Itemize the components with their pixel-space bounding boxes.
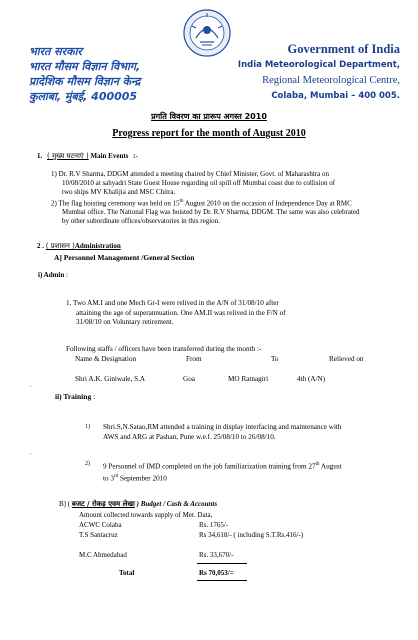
section-1-colon: :-: [133, 152, 138, 160]
event-2-text-b: August 2010 on the occasion of Independence Day at RMC: [183, 199, 352, 208]
personnel-management-heading: A] Personnel Management /General Section: [54, 253, 195, 262]
admin-label-row: [38, 271, 68, 280]
regional-centre-name: Regional Meteorological Centre,: [262, 75, 400, 86]
margin-dot-2: .: [30, 450, 32, 456]
training-item-1: [85, 423, 400, 442]
main-events-list: [51, 170, 411, 226]
section-1-english: Main Events: [90, 152, 129, 160]
training-2-text-c: to 3: [103, 474, 114, 483]
total-value: Rs 70,053/=: [199, 569, 234, 577]
event-1-line-1: 1) Dr. R.V Sharma, DDGM attended a meeting chaired by Chief Minister, Govt. of Maharashtra on: [51, 170, 329, 178]
budget-heading: [59, 500, 217, 509]
section-1-hindi: ( मुख्य घटनाएं ): [47, 152, 89, 160]
centre-address: Colaba, Mumbai – 400 005.: [271, 91, 400, 101]
event-2-sup: th: [179, 199, 184, 204]
section-1-heading: [37, 152, 138, 161]
event-2-line-2: Mumbai office. The National Flag was hoisted by Dr. R.V Sharma, DDGM. The same was also celebrated: [62, 208, 360, 217]
total-label: Total: [119, 569, 135, 577]
hindi-line-3: प्रादेशिक मौसम विज्ञान केन्द्र: [29, 75, 141, 88]
section-1-number: 1.: [37, 152, 43, 160]
event-1-line-2: 10/08/2010 at sahyadri State Guest House regarding oil spill off Mumbai coast due to collision of: [62, 179, 336, 187]
training-2-text-d: September 2010: [118, 474, 167, 483]
transfer-col-name: Name & Designation: [75, 354, 137, 363]
amounts-table: [79, 521, 379, 561]
amount-office-3: M.C Ahmedabad: [79, 551, 127, 559]
english-address-block: [210, 41, 400, 104]
event-1-line-3: two ships MV Khalijia and MSC Chitra.: [62, 188, 176, 196]
hindi-line-4: कुलाबा, मुंबई, 400005: [29, 90, 138, 103]
retirement-paragraph: [66, 299, 366, 328]
government-title: Government of India: [287, 42, 400, 56]
training-1-number: 1): [85, 424, 90, 430]
transfer-header-row: [75, 355, 386, 365]
event-2-line-3: by other subordinate offices/observatories in this region.: [62, 217, 220, 226]
training-1-line-1: Shri.S,N.Satao,RM attended a training in display interfacing and maintenance with: [103, 423, 342, 431]
training-2-sup-1: th: [315, 462, 320, 467]
training-1-line-2: AWS and ARG at Pashan, Pune w.e.f. 25/08/10 to 26/08/10.: [103, 432, 276, 441]
retirement-line-1: 1. Two AM.I and one Mech Gr-I were relived in the A/N of 31/08/10 after: [66, 299, 279, 307]
transfer-block: [66, 345, 386, 365]
training-2-sup-2: rd: [113, 473, 119, 479]
admin-colon: :: [66, 271, 68, 279]
total-underline: [197, 580, 247, 581]
transfer-col-to: To: [271, 354, 279, 363]
budget-heading-english: ) Budget / Cash & Accounts: [136, 500, 218, 508]
amount-value-2: Rs 34,618/- ( including S.T.Rs.416/-): [199, 531, 304, 539]
training-2-number: 2): [85, 461, 90, 467]
training-2-text-a: 9 Personnel of IMD completed on the job familiarization training from 27: [103, 462, 316, 471]
report-title: Progress report for the month of August 2010: [112, 128, 306, 139]
transfer-col-relieved: Relieved on: [329, 354, 364, 363]
transfer-col-from: From: [186, 354, 202, 363]
budget-heading-prefix: B] (: [59, 500, 71, 508]
training-label: ii) Training: [55, 392, 92, 401]
retirement-line-2: attaining the age of superannuation. One AM.II was relived in the F/N of: [76, 308, 286, 317]
training-colon: :: [93, 392, 96, 401]
transfer-intro: Following staffs / officers have been transferred during the month :-: [66, 345, 262, 353]
hindi-line-2: भारत मौसम विज्ञान विभाग,: [29, 60, 141, 73]
event-2-line-1: [51, 197, 411, 208]
training-label-row: [55, 392, 95, 402]
retirement-line-3: 31/08/10 on Voluntary retirement.: [76, 318, 174, 326]
transfer-name: Shri A.K. Giniwale, S.A: [75, 375, 146, 383]
hindi-address-block: [29, 44, 179, 104]
amount-value-1: Rs. 1765/-: [199, 521, 229, 529]
training-item-2: [85, 460, 400, 484]
hindi-line-1: भारत सरकार: [29, 45, 82, 58]
section-2-english: Administration: [74, 242, 121, 250]
transfer-from: Goa: [183, 375, 195, 383]
transfer-to: MO Ratnagiri: [228, 375, 269, 383]
hindi-report-title: प्रगति विवरण का प्रारूप अगस्त 2010: [151, 112, 267, 121]
event-2-text-a: 2) The flag hoisting ceremony was held on 15: [51, 199, 180, 208]
transfer-relieved: 4th (A/N): [297, 375, 326, 383]
department-name: India Meteorological Department,: [237, 60, 400, 70]
admin-label: i) Admin: [38, 271, 65, 279]
amount-intro: Amount collected towards supply of Met. Data,: [79, 511, 213, 519]
section-2-number: 2 .: [37, 242, 44, 250]
transfer-data-row: [75, 375, 395, 385]
training-2-text-b: August: [319, 462, 342, 471]
amount-office-2: T.S Santacruz: [79, 531, 118, 539]
training-2-line-1: [90, 460, 400, 472]
training-2-line-2: [90, 472, 400, 484]
section-2-hindi: ( प्रशासन ): [45, 242, 75, 250]
budget-heading-hindi: बजट / रोकड़ एवम लेखा: [71, 500, 135, 508]
amount-office-1: ACWC Colaba: [79, 521, 122, 529]
margin-dot-1: .: [30, 383, 32, 389]
sum-divider: [197, 563, 247, 564]
amount-value-3: Rs. 33,670/-: [199, 551, 234, 559]
section-2-heading: [37, 242, 121, 251]
